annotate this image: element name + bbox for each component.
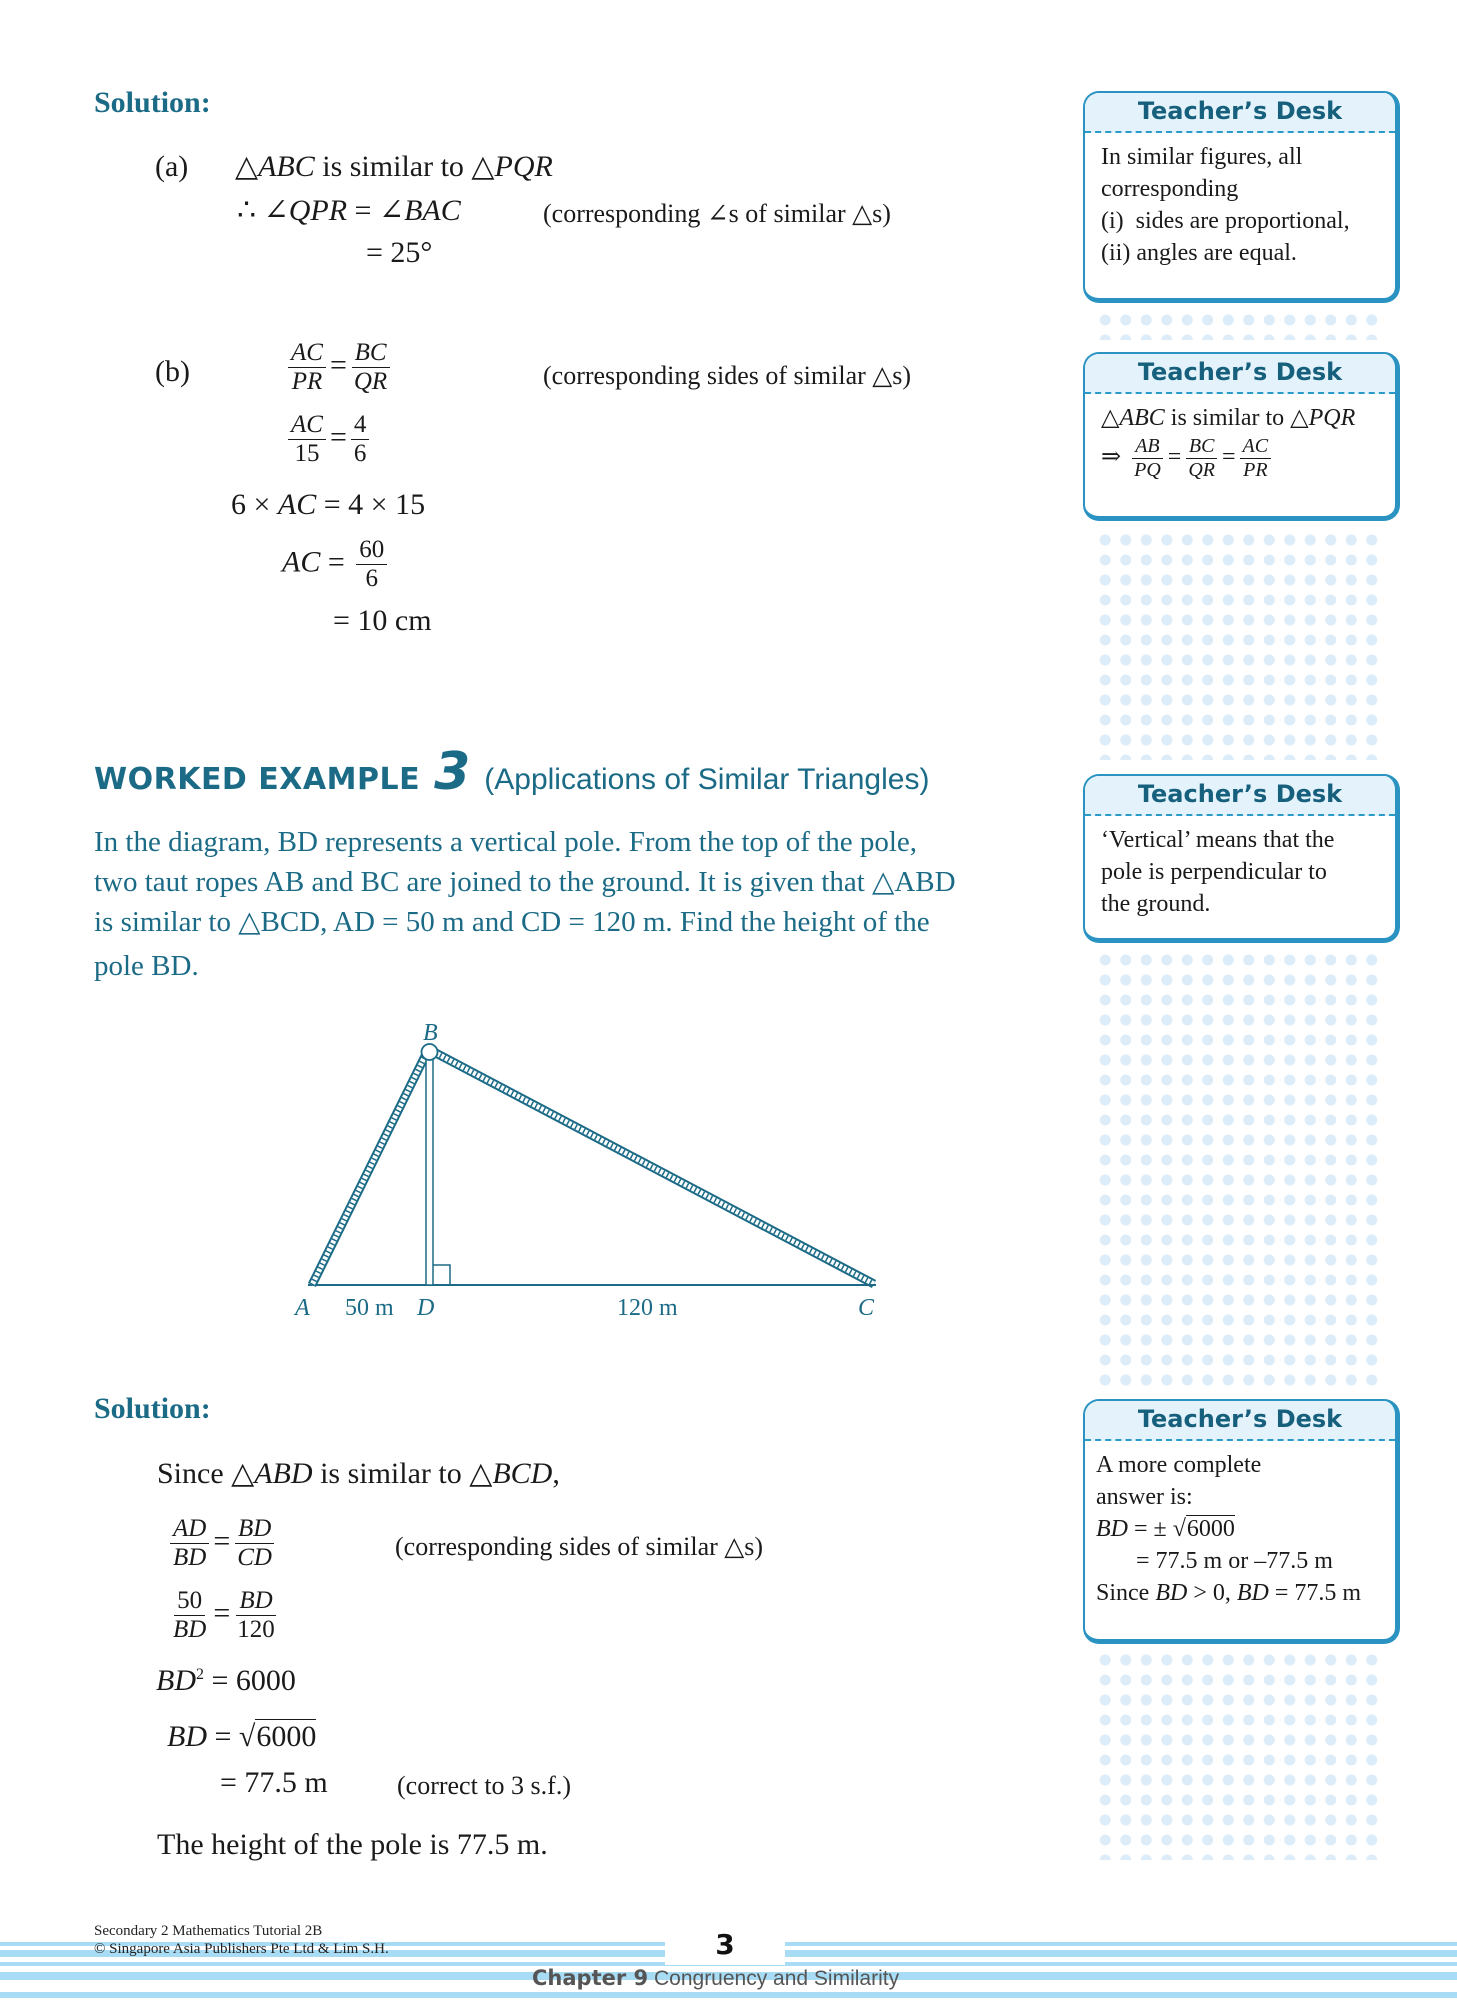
teachers-desk-title: Teacher’s Desk [1085,1401,1395,1441]
part-a-result: = 25° [366,236,433,269]
teachers-desk-body: ‘Vertical’ means that the pole is perpendicular to the ground. [1101,827,1335,917]
solution2-step2: $\frac{50}{BD}$ = $\frac{BD}{120}$ [173,1587,275,1644]
dot-pattern [1095,950,1385,1390]
part-b-result: = 10 cm [333,604,432,637]
dot-pattern [1095,310,1385,340]
vertex-label-b: B [423,1020,438,1046]
implies-icon: ⇒ [1101,444,1122,471]
triangle-diagram [280,1015,900,1335]
problem-line: pole BD. [94,950,199,982]
solution2-step4: BD = √6000 [167,1720,317,1753]
teachers-desk-box [1083,774,1400,943]
part-a-line1: △ABC is similar to △PQR [235,150,553,183]
reason-text: (corresponding ∠s of similar △s) [543,199,891,228]
teachers-desk-box [1083,91,1400,303]
triangle-name: ABC [258,150,315,183]
dot-pattern [1095,1650,1385,1860]
worked-example-header [94,742,929,802]
part-b-step3: 6 × AC = 4 × 15 [231,488,426,521]
worked-example-subtitle: (Applications of Similar Triangles) [484,763,930,796]
part-b-step1: $\frac{AC}{PR}$ = $\frac{BC}{QR}$ [284,340,394,396]
vertex-label-c: C [858,1295,875,1321]
page-number-box [665,1925,785,1965]
copyright: © Singapore Asia Publishers Pte Ltd & Lim S.H. [94,1941,389,1957]
part-label-b: (b) [155,355,190,388]
reason-text: (corresponding sides of similar △s) [543,361,912,390]
chapter-footer [532,1966,899,1991]
problem-line: two taut ropes AB and BC are joined to the ground. It is given that △ABD [94,866,956,898]
part-label-a: (a) [155,150,189,183]
page-number: 3 [715,1928,735,1961]
reason-text: (corresponding sides of similar △s) [395,1532,764,1561]
part-a-line2: ∴ ∠QPR = ∠BAC [237,194,461,227]
solution2-result: = 77.5 m [220,1766,328,1799]
solution2-step1: $\frac{AD}{BD}$ = $\frac{BD}{CD}$ [166,1516,279,1572]
teachers-desk-title: Teacher’s Desk [1085,354,1395,394]
teachers-desk-body: In similar figures, all corresponding (i) sides are proportional, (ii) angles are equal. [1101,144,1350,266]
teachers-desk-body: △ABC is similar to △PQR ⇒ $\frac{AB}{PQ}$ = $\frac{BC}{QR}$ = $\frac{AC}{PR}$ [1101,405,1356,481]
footer-stripe [0,1992,1457,1998]
part-b-step4: AC = $\frac{60}{6}$ [282,537,391,593]
problem-statement [94,822,1094,986]
teachers-desk-title: Teacher’s Desk [1085,93,1395,133]
solution-heading: Solution: [94,1392,211,1425]
dot-pattern [1095,530,1385,760]
worked-example-number: 3 [434,742,471,802]
footer-book-info [94,1922,389,1958]
vertex-label-d: D [417,1295,435,1321]
solution-intro: Since △ABD is similar to △BCD, [157,1457,560,1490]
book-title: Secondary 2 Mathematics Tutorial 2B [94,1923,323,1939]
triangle-name: PQR [494,150,553,183]
teachers-desk-body: A more complete answer is: BD = ± √6000 = 77.5 m or –77.5 m Since BD > 0, BD = 77.5 m [1096,1452,1362,1606]
teachers-desk-box [1083,1399,1400,1644]
solution2-step3: $BD^2 = 6000$ [156,1664,296,1697]
chapter-title: Congruency and Similarity [653,1967,900,1990]
length-ad: 50 m [345,1295,394,1321]
vertex-label-a: A [295,1295,310,1321]
pole-diagram [280,1015,900,1335]
part-b-step2: $\frac{AC}{15}$ = $\frac{4}{6}$ [284,412,373,468]
teachers-desk-title: Teacher’s Desk [1085,776,1395,816]
solution-heading: Solution: [94,86,211,119]
problem-line: is similar to △BCD, AD = 50 m and CD = 120 m. Find the height of the [94,906,930,938]
reason-text: (correct to 3 s.f.) [397,1771,571,1800]
worked-example-title: WORKED EXAMPLE [94,762,421,797]
conclusion: The height of the pole is 77.5 m. [157,1828,548,1861]
length-cd: 120 m [617,1295,678,1321]
chapter-label: Chapter 9 [532,1966,649,1990]
problem-line: In the diagram, BD represents a vertical pole. From the top of the pole, [94,826,918,858]
teachers-desk-box [1083,352,1400,521]
